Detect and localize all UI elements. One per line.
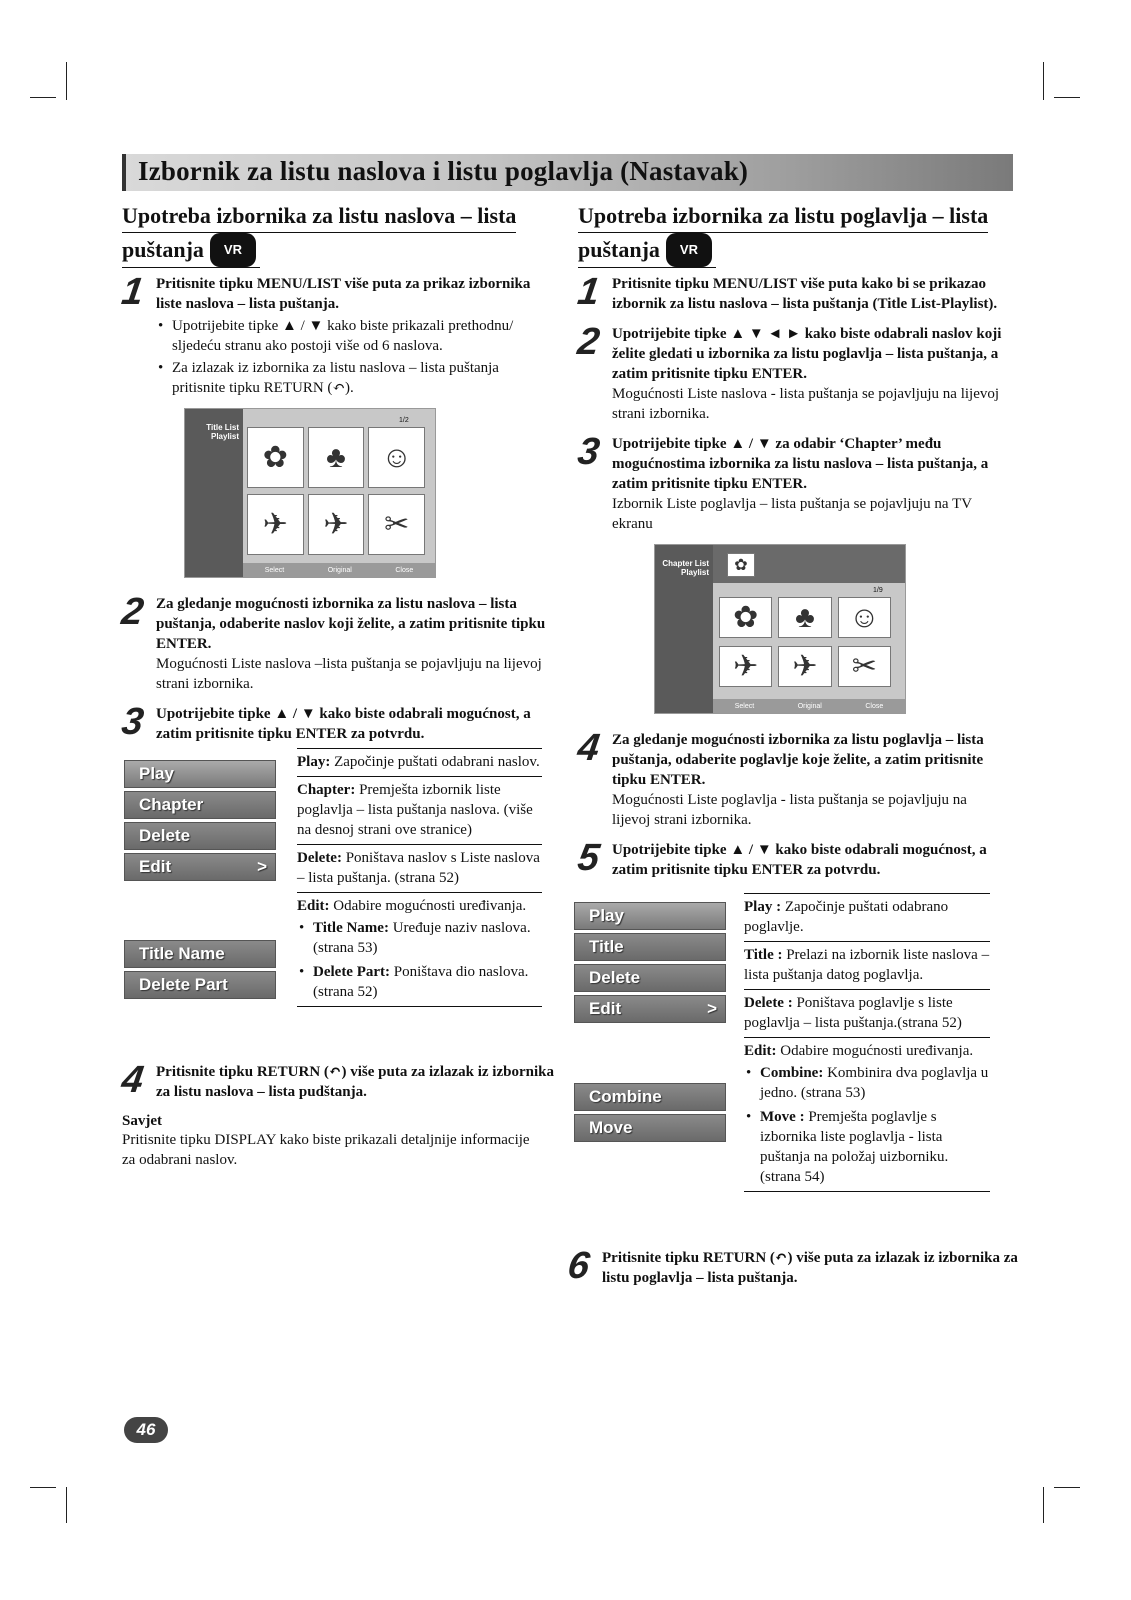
screen-side-title: Chapter List (662, 559, 709, 568)
menu-play-button[interactable]: Play (124, 760, 276, 788)
thumbnail[interactable]: ♣ (308, 427, 365, 488)
title-options-menu (124, 760, 276, 884)
screen-side-sub: Playlist (210, 432, 239, 441)
right-step-3: 3 Upotrijebite tipke ▲ / ▼ za odabir ‘Chapter’ među mogućnostima izbornika za listu naslova – lista puštanja, a zatim pritisnite tipku ENTER. Izbornik Liste poglavlja – lista puštanja se pojavljuju na TV ekranu (575, 431, 989, 532)
title-thumbnails (247, 427, 425, 555)
chapter-thumbnails (719, 597, 891, 687)
submenu-combine-button[interactable]: Combine (574, 1083, 726, 1111)
left-section-heading: Upotreba izbornika za listu naslova – lista puštanja VR (122, 200, 550, 268)
menu-play-button[interactable]: Play (574, 902, 726, 930)
thumbnail[interactable]: ✿ (247, 427, 304, 488)
thumbnail[interactable]: ✿ (719, 597, 772, 638)
thumbnail[interactable]: ✂ (368, 494, 425, 555)
page-title: Izbornik za listu naslova i listu poglavlja (Nastavak) (138, 156, 749, 186)
crop-mark (30, 1487, 56, 1488)
thumbnail[interactable]: ✈ (247, 494, 304, 555)
right-step-6: 6 Pritisnite tipku RETURN (↶) više puta za izlazak iz izbornika za listu poglavlja – lista puštanja. (565, 1245, 1018, 1287)
tip-text: Pritisnite tipku DISPLAY kako biste prikazali detaljnije informacije za odabrani naslov. (122, 1132, 530, 1168)
left-column (119, 200, 550, 754)
left-step-3: 3 Upotrijebite tipke ▲ / ▼ kako biste odabrali mogućnost, a zatim pritisnite tipku ENTER za potvrdu. (119, 701, 531, 743)
screen-page-indicator: 1/9 (873, 587, 883, 594)
crop-mark (66, 62, 67, 100)
title-list-screen (184, 408, 436, 578)
screen-footer: Select Original Close (713, 699, 905, 713)
left-step-4: 4 Pritisnite tipku RETURN (↶) više puta za izlazak iz izbornika za listu naslova – lista pudštanja. (119, 1059, 554, 1101)
vr-badge: VR (666, 233, 712, 267)
page-number: 46 (124, 1417, 168, 1443)
edit-submenu (574, 1083, 726, 1145)
right-options-table: Play : Započinje puštati odabrano poglavlje. Title : Prelazi na izbornik liste naslova – lista puštanja datog poglavlja. Delete : Poništava poglavlje s liste poglavlja – lista puštanja.(strana 52) Edit: Odabire mogućnosti uređivanja. • Combine: Kombinira dva poglavlja u jedno. (strana 53) • Move : Premješta poglavlje s izbornika liste poglavlja - lista puštanja na položaj uizborniku. (strana 54) (744, 893, 990, 1192)
left-step-2: 2 Za gledanje mogućnosti izbornika za listu naslova – lista puštanja, odaberite naslov koji želite, a zatim pritisnite tipku ENTER. Mogućnosti Liste naslova –lista puštanja se pojavljuju na lijevoj strani izbornika. (119, 591, 546, 692)
right-column (575, 200, 1008, 890)
menu-title-button[interactable]: Title (574, 933, 726, 961)
submenu-title-name-button[interactable]: Title Name (124, 940, 276, 968)
right-step-4: 4 Za gledanje mogućnosti izbornika za listu poglavlja – lista puštanja, odaberite poglavlje koje želite, a zatim pritisnite tipku ENTER. Mogućnosti Liste poglavlja - lista puštanja se pojavljuju na lijevoj strani izbornika. (575, 727, 984, 828)
submenu-delete-part-button[interactable]: Delete Part (124, 971, 276, 999)
right-step-2: 2 Upotrijebite tipke ▲ ▼ ◄ ► kako biste odabrali naslov koji želite gledati u izbornika za listu poglavlja – lista puštanja, a zatim pritisnite tipku ENTER. Mogućnosti Liste naslova - lista puštanja se pojavljuju na lijevoj strani izbornika. (575, 321, 1002, 422)
thumbnail[interactable]: ☺ (368, 427, 425, 488)
left-options-table: Play: Započinje puštati odabrani naslov. Chapter: Premješta izbornik liste poglavlja – lista puštanja naslova. (više na desnoj strani ove stranice) Delete: Poništava naslov s Liste naslova – lista puštanja. (strana 52) Edit: Odabire mogućnosti uređivanja. • Title Name: Uređuje naziv naslova. (strana 53) • Delete Part: Poništava dio naslova. (strana 52) (297, 748, 542, 1007)
right-step-1: 1 Pritisnite tipku MENU/LIST više puta kako bi se prikazao izbornik za listu naslova – lista puštanja (Title List-Playlist). (575, 271, 998, 313)
vr-badge: VR (210, 233, 256, 267)
thumbnail[interactable]: ☺ (838, 597, 891, 638)
crop-mark (66, 1487, 67, 1523)
menu-delete-button[interactable]: Delete (574, 964, 726, 992)
screen-side-title: Title List (206, 423, 239, 432)
crop-mark (30, 97, 56, 98)
screen-page-indicator: 1/2 (399, 417, 409, 424)
right-step-5: 5 Upotrijebite tipke ▲ / ▼ kako biste odabrali mogućnost, a zatim pritisnite tipku ENTER za potvrdu. (575, 837, 987, 879)
thumbnail[interactable]: ♣ (778, 597, 831, 638)
screen-footer: Select Original Close (243, 563, 435, 577)
tip-box (122, 1113, 532, 1170)
thumbnail[interactable]: ✈ (719, 646, 772, 687)
selected-title-thumbnail: ✿ (727, 553, 755, 577)
menu-chapter-button[interactable]: Chapter (124, 791, 276, 819)
tip-title: Savjet (122, 1113, 162, 1129)
menu-delete-button[interactable]: Delete (124, 822, 276, 850)
thumbnail[interactable]: ✈ (778, 646, 831, 687)
chevron-right-icon: > (707, 999, 717, 1018)
crop-mark (1054, 1487, 1080, 1488)
thumbnail[interactable]: ✂ (838, 646, 891, 687)
left-step-1: 1 Pritisnite tipku MENU/LIST više puta za prikaz izbornika liste naslova – lista puštanja. • Upotrijebite tipke ▲ / ▼ kako biste prikazali prethodnu/ sljedeću stranu ako postoji više od 6 naslova. • Za izlazak iz izbornika za listu naslova – lista puštanja pritisnite tipku RETURN (↶). (122, 274, 550, 398)
crop-mark (1043, 1487, 1044, 1523)
crop-mark (1054, 97, 1080, 98)
right-section-heading: Upotreba izbornika za listu poglavlja – lista puštanja VR (578, 200, 1008, 268)
menu-edit-button[interactable]: Edit > (124, 853, 276, 881)
page-title-bar (122, 154, 1013, 191)
crop-mark (1043, 62, 1044, 100)
chapter-list-screen (654, 544, 906, 714)
submenu-move-button[interactable]: Move (574, 1114, 726, 1142)
thumbnail[interactable]: ✈ (308, 494, 365, 555)
chapter-options-menu (574, 902, 726, 1026)
edit-submenu (124, 940, 276, 1002)
screen-side-sub: Playlist (680, 568, 709, 577)
chevron-right-icon: > (257, 857, 267, 876)
menu-edit-button[interactable]: Edit > (574, 995, 726, 1023)
